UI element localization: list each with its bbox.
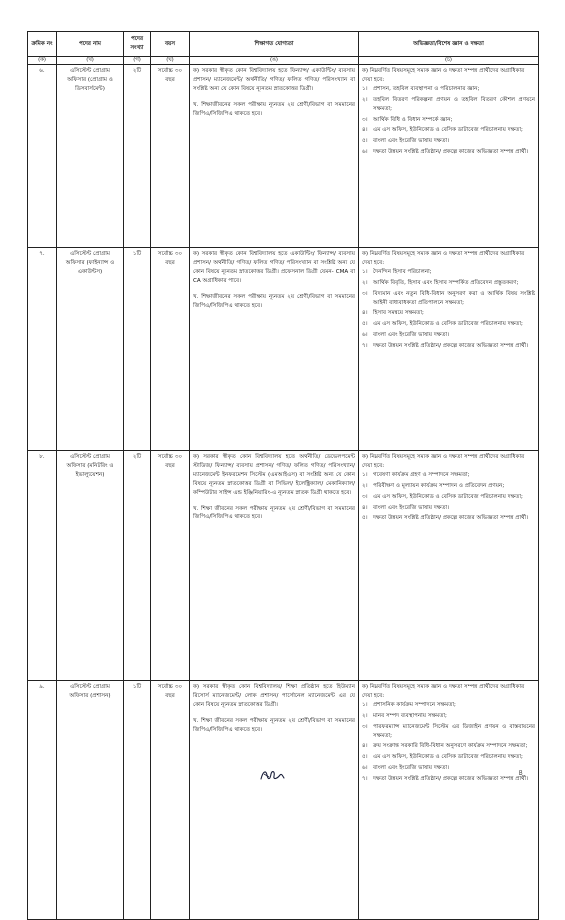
- experience-cell: [359, 681, 539, 920]
- list-item: ৩। আর্থিক বিধি ও বিধান সম্পর্কে জ্ঞান;: [362, 116, 453, 123]
- education-para: খ. শিক্ষা জীবনের সকল পরীক্ষায় ন্যূনতম ২য় শ্রেণী/বিভাগ বা সমমানের জিপিএ/সিজিপিএ থাকতে হবে।: [193, 717, 355, 733]
- education-para: খ. শিক্ষাজীবনের সকল পরীক্ষায় ন্যূনতম ২য় শ্রেণী/বিভাগ বা সমমানের জিপিএ/সিজিপিএ থাকতে হবে।: [193, 101, 355, 117]
- header-age: বয়স: [151, 32, 190, 57]
- list-item: ৪। হিসাব সমন্বয়ে সক্ষমতা;: [362, 310, 424, 317]
- post-name-cell: এসিস্টেন্ট প্রোগ্রাম অফিসার (ফাইন্যান্স ও একাউন্টস): [57, 248, 124, 451]
- list-item: ৫। বাংলা এবং ইংরেজি ভাষায় দক্ষতা।: [362, 138, 450, 145]
- table-row: [28, 681, 539, 920]
- index-cell: (গ): [124, 57, 151, 65]
- header-serial: ক্রমিক নং: [28, 32, 57, 57]
- post-name-cell: এসিস্টেন্ট প্রোগ্রাম অফিসার (মনিটরিং ও ইভাল্যুয়েশন): [57, 451, 124, 681]
- post-count-cell: ২টি: [124, 451, 151, 681]
- list-item: ৭। দক্ষতা উন্নয়ন সংশ্লিষ্ট প্রতিষ্ঠান/ প্রকল্পে কাজের অভিজ্ঞতা সম্পন্ন প্রার্থী।: [362, 776, 529, 783]
- index-cell: (চ): [359, 57, 539, 65]
- education-para: খ. শিক্ষাজীবনের সকল পরীক্ষায় ন্যূনতম ২য় শ্রেণী/বিভাগ বা সমমানের জিপিএ/সিজিপিএ থাকতে হবে।: [193, 293, 355, 309]
- education-cell: [190, 65, 359, 248]
- list-item: ১। গবেষণা কার্যক্রম গ্রহণ ও সম্পাদনে সক্ষমতা;: [362, 471, 470, 478]
- list-item: ৪। বাংলা এবং ইংরেজি ভাষায় দক্ষতা।: [362, 504, 450, 511]
- age-cell: সর্বোচ্চ ৩০ বছর: [151, 451, 190, 681]
- signature: [258, 768, 286, 782]
- list-item: ৪। ক্রয় সংক্রান্ত সরকারি বিধি-বিধান অনুসরণে কার্যক্রম সম্পাদনে সক্ষমতা;: [362, 743, 528, 750]
- post-name-cell: এসিস্টেন্ট প্রোগ্রাম অফিসার (প্রশাসন): [57, 681, 124, 920]
- list-item: ৭। দক্ষতা উন্নয়ন সংশ্লিষ্ট প্রতিষ্ঠান/ প্রকল্পে কাজের অভিজ্ঞতা সম্পন্ন প্রার্থী।: [362, 343, 529, 350]
- post-count-cell: ২টি: [124, 65, 151, 248]
- header-post-name: পদের নাম: [57, 32, 124, 57]
- list-item: ১। প্রশাসনিক কার্যক্রম সম্পাদনে সক্ষমতা;: [362, 701, 456, 708]
- experience-intro: ক) নিম্নবর্ণিত বিষয়সমূহে সম্যক জ্ঞান ও দক্ষতা সম্পন্ন প্রার্থীদের অগ্রাধিকার দেয়া হবে:: [362, 684, 525, 699]
- serial-cell: ৬.: [28, 65, 57, 248]
- post-count-cell: ১টি: [124, 248, 151, 451]
- experience-intro: ক) নিম্নবর্ণিত বিষয়সমূহে সম্যক জ্ঞান ও দক্ষতা সম্পন্ন প্রার্থীদের অগ্রাধিকার দেয়া হবে:: [362, 68, 525, 83]
- experience-cell: [359, 248, 539, 451]
- education-cell: [190, 451, 359, 681]
- age-cell: সর্বোচ্চ ৩০ বছর: [151, 681, 190, 920]
- index-cell: (খ): [57, 57, 124, 65]
- education-para: ক) সরকার স্বীকৃত কোন বিশ্ববিদ্যালয়/ শিক্ষা প্রতিষ্ঠান হতে হিউম্যান রিসোর্স ম্যানেজমেন্ট/ লোক প্রশাসন/ পার্সোনেল ম্যানেজমেন্ট এর যে কোন বিষয়ে ন্যূনতম স্নাতকোত্তর ডিগ্রী।: [193, 684, 355, 708]
- post-name-cell: এসিস্টেন্ট প্রোগ্রাম অফিসার (প্রোগ্রাম ও ডিসবার্সমেন্ট): [57, 65, 124, 248]
- list-item: ৬। বাংলা এবং ইংরেজি ভাষায় দক্ষতা।: [362, 765, 450, 772]
- experience-cell: [359, 451, 539, 681]
- serial-cell: ৮.: [28, 451, 57, 681]
- index-cell: (ঘ): [151, 57, 190, 65]
- education-para: ক) সরকার স্বীকৃত কোন বিশ্ববিদ্যালয় হতে অর্থনীতি/ ডেভেলপমেন্ট স্টাডিজ/ ফিন্যান্স/ ব্যবসায় প্রশাসন/ গণিত/ ফলিত গণিত/ পরিসংখ্যান/ ম্যানেজমেন্ট ইনফরমেশন সিস্টেম (এমআইএস) বা সংশ্লিষ্ট অন্য যে কোন বিষয়ে ন্যূনতম স্নাতকোত্তর ডিগ্রী বা সিভিল/ ইলেক্ট্রিক্যাল/ মেকানিক্যাল/ কম্পিউটার সাইন্স এন্ড ইঞ্জিনিয়ারিং-এ ন্যূনতম স্নাতক ডিগ্রী থাকতে হবে।: [193, 454, 355, 496]
- age-cell: সর্বোচ্চ ৩০ বছর: [151, 65, 190, 248]
- list-item: ৫। এম এস অফিস, ইউনিকোড ও বেসিক ডাটাবেজ পরিচালনায় দক্ষতা;: [362, 754, 523, 761]
- list-item: ২। পরিবীক্ষণ ও মূল্যায়ন কার্যক্রম সম্পাদন ও প্রতিবেদন প্রণয়ন;: [362, 482, 505, 489]
- list-item: ১। প্রশাসন, তহবিল ব্যবস্থাপনা ও পরিচালনার জ্ঞান;: [362, 85, 480, 92]
- education-cell: [190, 681, 359, 920]
- education-para: ক) সরকার স্বীকৃত কোন বিশ্ববিদ্যালয় হতে একাউন্টিং/ ফিন্যান্স/ ব্যবসায় প্রশাসন/ অর্থনীতি/ গণিত/ ফলিত গণিত/ পরিসংখ্যান বা সংশ্লিষ্ট অন্য যে কোন বিষয়ে ন্যূনতম স্নাতকোত্তর ডিগ্রী। প্রফেসনাল ডিগ্রী যেমন- CMA বা CA অগ্রাধিকার পাবে।: [193, 251, 355, 284]
- list-item: ৩। বিদ্যমান এবং নতুন বিধি-বিধান অনুসরণ করা ও আর্থিক বিষয় সংশ্লিষ্ট আইনী বাধ্যবাধকতা প্রতিপালনে সক্ষমতা;: [362, 290, 535, 306]
- experience-intro: ক) নিম্নবর্ণিত বিষয়সমূহে সম্যক জ্ঞান ও দক্ষতা সম্পন্ন প্রার্থীদের অগ্রাধিকার দেয়া হবে:: [362, 454, 525, 469]
- table-row: [28, 451, 539, 681]
- age-cell: সর্বোচ্চ ৩০ বছর: [151, 248, 190, 451]
- experience-list: [362, 471, 535, 524]
- header-experience: অভিজ্ঞতা/বিশেষ জ্ঞান ও দক্ষতা: [359, 32, 539, 57]
- list-item: ৬। দক্ষতা উন্নয়ন সংশ্লিষ্ট প্রতিষ্ঠান/ প্রকল্পে কাজের অভিজ্ঞতা সম্পন্ন প্রার্থী।: [362, 149, 529, 156]
- table-row: [28, 65, 539, 248]
- serial-cell: ৯.: [28, 681, 57, 920]
- job-table: [27, 31, 539, 920]
- list-item: ২। তহবিল বিতরণ পরিকল্পনা প্রণয়ন ও তহবিল বিতরণ কৌশল প্রণয়নে সক্ষমতা;: [362, 96, 535, 112]
- serial-cell: ৭.: [28, 248, 57, 451]
- list-item: ১। দৈনন্দিন হিসাব পরিচালনা;: [362, 268, 432, 275]
- index-cell: (ঙ): [190, 57, 359, 65]
- list-item: ২। আর্থিক বিবৃতি, হিসাব এবং হিসাব সম্পর্কিত প্রতিবেদন প্রস্তুতকরণ;: [362, 279, 519, 286]
- list-item: ২। মানব সম্পদ ব্যবস্থাপনায় সক্ষমতা;: [362, 712, 447, 719]
- education-cell: [190, 248, 359, 451]
- list-item: ৩। পারফরম্যান্স ম্যানেজমেন্ট সিস্টেম এর ডিজাইন প্রণয়ন ও বাস্তবায়নের সক্ষমতা;: [362, 723, 535, 739]
- list-item: ৫। দক্ষতা উন্নয়ন সংশ্লিষ্ট প্রতিষ্ঠান/ প্রকল্পে কাজের অভিজ্ঞতা সম্পন্ন প্রার্থী।: [362, 515, 529, 522]
- experience-intro: ক) নিম্নবর্ণিত বিষয়সমূহে সম্যক জ্ঞান ও দক্ষতা সম্পন্ন প্রার্থীদের অগ্রাধিকার দেয়া হবে:: [362, 251, 525, 266]
- index-row: [28, 57, 539, 65]
- list-item: ৪। এম এস অফিস, ইউনিকোড ও বেসিক ডাটাবেজ পরিচালনায় দক্ষতা;: [362, 127, 523, 134]
- table-row: [28, 248, 539, 451]
- header-education: শিক্ষাগত যোগ্যতা: [190, 32, 359, 57]
- post-count-cell: ১টি: [124, 681, 151, 920]
- experience-list: [362, 85, 535, 157]
- page-number: ৪: [518, 768, 524, 777]
- education-para: ক) সরকার স্বীকৃত কোন বিশ্ববিদ্যালয় হতে ফিন্যান্স/ একাউন্টিং/ ব্যবসায় প্রশাসন/ ম্যানেজমেন্ট/ অর্থনীতি/ গণিত/ ফলিত গণিত/ পরিসংখ্যান বা সংশ্লিষ্ট অন্য যে কোন বিষয়ে ন্যূনতম স্নাতকোত্তর ডিগ্রী।: [193, 68, 355, 92]
- header-row: [28, 32, 539, 57]
- index-cell: (ক): [28, 57, 57, 65]
- experience-list: [362, 701, 535, 784]
- experience-list: [362, 268, 535, 351]
- header-post-count: পদের সংখ্যা: [124, 32, 151, 57]
- list-item: ৫। এম এস অফিস, ইউনিকোড ও বেসিক ডাটাবেজ পরিচালনায় দক্ষতা;: [362, 321, 523, 328]
- list-item: ৩। এম এস অফিস, ইউনিকোড ও বেসিক ডাটাবেজ পরিচালনায় দক্ষতা;: [362, 493, 523, 500]
- experience-cell: [359, 65, 539, 248]
- list-item: ৬। বাংলা এবং ইংরেজি ভাষায় দক্ষতা।: [362, 332, 450, 339]
- education-para: খ. শিক্ষা জীবনের সকল পরীক্ষায় ন্যূনতম ২য় শ্রেণী/বিভাগ বা সমমানের জিপিএ/সিজিপিএ থাকতে হবে।: [193, 505, 355, 521]
